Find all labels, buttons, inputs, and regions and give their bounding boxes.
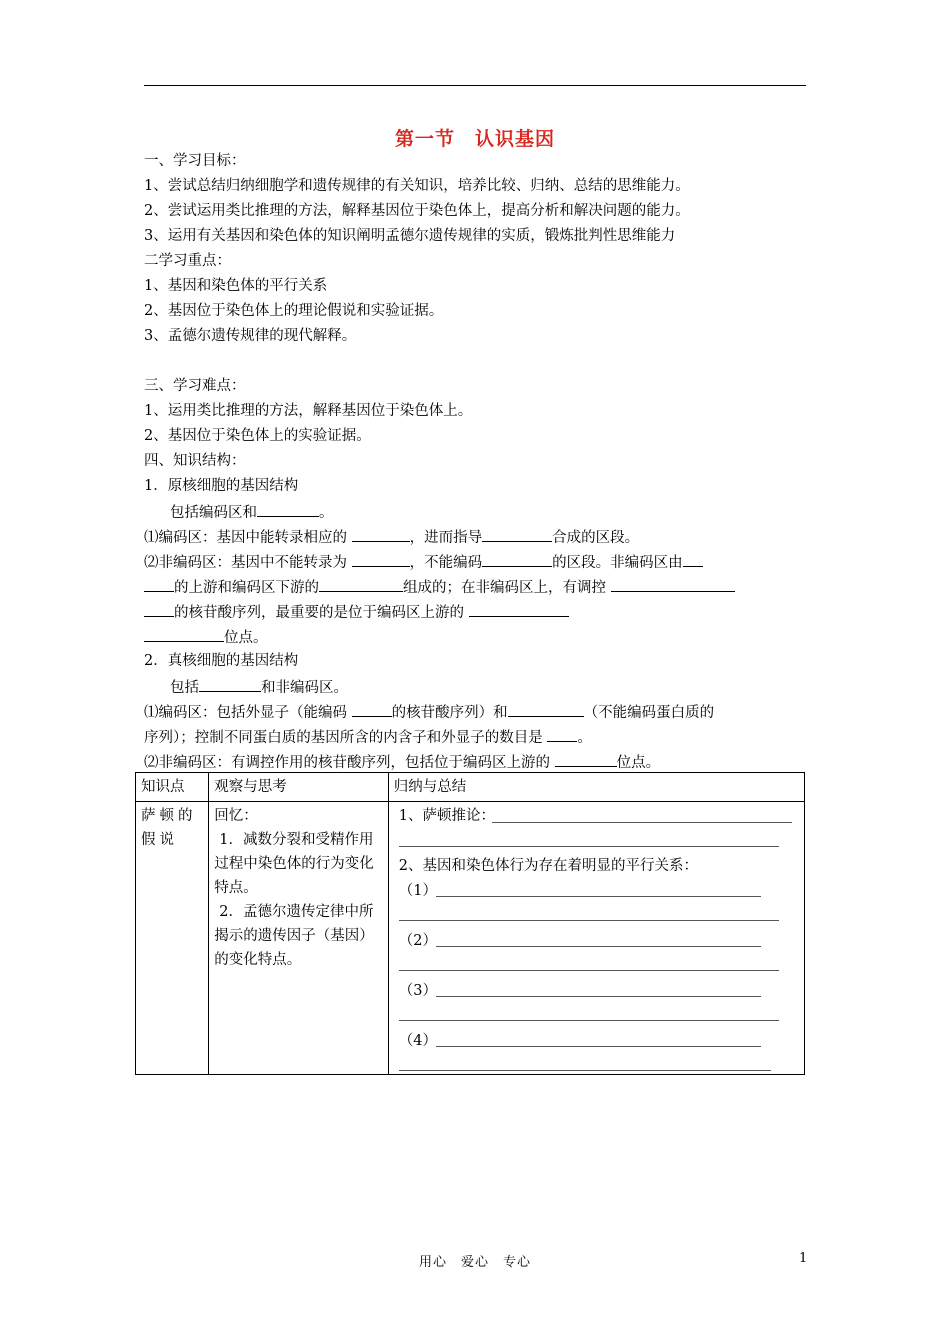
entry-label: （2） bbox=[398, 933, 437, 949]
key-points-heading: 二学习重点： bbox=[144, 253, 231, 269]
difficulties-heading: 三、学习难点： bbox=[144, 378, 246, 394]
fill-blank[interactable] bbox=[508, 702, 584, 717]
structure-heading: 四、知识结构： bbox=[144, 453, 246, 469]
eukaryote-line: ⑴编码区：包括外显子（能编码 的核苷酸序列）和 （不能编码蛋白质的 bbox=[144, 702, 714, 722]
table-header-cell: 观察与思考 bbox=[209, 773, 389, 802]
fill-blank[interactable] bbox=[611, 577, 735, 592]
answer-line[interactable] bbox=[399, 1006, 779, 1021]
fill-blank[interactable] bbox=[257, 502, 319, 517]
difficulty-item: 1、运用类比推理的方法，解释基因位于染色体上。 bbox=[144, 403, 473, 419]
summary-cell bbox=[388, 802, 804, 1075]
observation-cell bbox=[209, 802, 389, 1075]
answer-line[interactable] bbox=[399, 1056, 771, 1071]
answer-line[interactable] bbox=[399, 906, 779, 921]
answer-line[interactable] bbox=[436, 932, 761, 947]
prokaryote-line: 包括编码区和 。 bbox=[170, 502, 334, 522]
parallel-relation-label: 2、基因和染色体行为存在着明显的平行关系： bbox=[398, 858, 698, 874]
fill-blank[interactable] bbox=[482, 527, 552, 542]
recall-item: 2．孟德尔遗传定律中所揭示的遗传因子（基因）的变化特点。 bbox=[214, 904, 374, 968]
table-header-cell: 归纳与总结 bbox=[388, 773, 804, 802]
goal-item: 2、尝试运用类比推理的方法，解释基因位于染色体上，提高分析和解决问题的能力。 bbox=[144, 203, 690, 219]
difficulty-item: 2、基因位于染色体上的实验证据。 bbox=[144, 428, 371, 444]
fill-blank[interactable] bbox=[555, 752, 617, 767]
eukaryote-line: 序列）；控制不同蛋白质的基因所含的内含子和外显子的数目是 。 bbox=[144, 727, 592, 747]
fill-blank[interactable] bbox=[352, 702, 392, 717]
knowledge-table bbox=[135, 772, 805, 1075]
prokaryote-line: 的核苷酸序列，最重要的是位于编码区上游的 bbox=[144, 602, 569, 622]
recall-item: 1．减数分裂和受精作用过程中染色体的行为变化特点。 bbox=[214, 832, 374, 896]
prokaryote-line: 的上游和编码区下游的 组成的；在非编码区上，有调控 bbox=[144, 577, 735, 597]
key-point-item: 2、基因位于染色体上的理论假说和实验证据。 bbox=[144, 303, 444, 319]
footer-motto: 用心 爱心 专心 bbox=[418, 1255, 531, 1270]
page-number: 1 bbox=[799, 1251, 808, 1266]
entry-label: （4） bbox=[398, 1033, 437, 1049]
prokaryote-title: 1．原核细胞的基因结构 bbox=[144, 478, 299, 494]
fill-blank[interactable] bbox=[352, 552, 410, 567]
fill-blank[interactable] bbox=[547, 727, 577, 742]
fill-blank[interactable] bbox=[144, 577, 174, 592]
answer-line[interactable] bbox=[399, 956, 779, 971]
fill-blank[interactable] bbox=[352, 527, 410, 542]
fill-blank[interactable] bbox=[144, 602, 174, 617]
table-header-row bbox=[136, 773, 805, 802]
recall-label: 回忆： bbox=[214, 808, 258, 824]
entry-label: （3） bbox=[398, 983, 437, 999]
eukaryote-line: 包括 和非编码区。 bbox=[170, 677, 348, 697]
prokaryote-line: 位点。 bbox=[144, 627, 268, 647]
knowledge-point-cell: 萨顿的假说 bbox=[136, 802, 209, 1075]
key-point-item: 3、孟德尔遗传规律的现代解释。 bbox=[144, 328, 357, 344]
goal-item: 3、运用有关基因和染色体的知识阐明孟德尔遗传规律的实质，锻炼批判性思维能力 bbox=[144, 228, 676, 244]
fill-blank[interactable] bbox=[319, 577, 403, 592]
fill-blank[interactable] bbox=[144, 627, 224, 642]
answer-line[interactable] bbox=[399, 832, 779, 847]
fill-blank[interactable] bbox=[199, 677, 261, 692]
answer-line[interactable] bbox=[492, 808, 792, 823]
answer-line[interactable] bbox=[436, 882, 761, 897]
key-point-item: 1、基因和染色体的平行关系 bbox=[144, 278, 328, 294]
answer-line[interactable] bbox=[436, 1032, 761, 1047]
fill-blank[interactable] bbox=[482, 552, 552, 567]
page-title: 第一节 认识基因 bbox=[394, 128, 555, 150]
prokaryote-line: ⑵非编码区：基因中不能转录为 ，不能编码 的区段。非编码区由 bbox=[144, 552, 703, 572]
goals-heading: 一、学习目标： bbox=[144, 153, 246, 169]
fill-blank[interactable] bbox=[683, 552, 703, 567]
entry-label: （1） bbox=[398, 883, 437, 899]
goal-item: 1、尝试总结归纳细胞学和遗传规律的有关知识，培养比较、归纳、总结的思维能力。 bbox=[144, 178, 690, 194]
answer-line[interactable] bbox=[436, 982, 761, 997]
table-row bbox=[136, 802, 805, 1075]
eukaryote-title: 2．真核细胞的基因结构 bbox=[144, 653, 299, 669]
table-header-cell: 知识点 bbox=[136, 773, 209, 802]
fill-blank[interactable] bbox=[469, 602, 569, 617]
prokaryote-line: ⑴编码区：基因中能转录相应的 ，进而指导 合成的区段。 bbox=[144, 527, 639, 547]
saton-inference-label: 1、萨顿推论： bbox=[398, 808, 495, 824]
eukaryote-line: ⑵非编码区：有调控作用的核苷酸序列，包括位于编码区上游的 位点。 bbox=[144, 752, 660, 772]
header-rule bbox=[144, 85, 806, 86]
